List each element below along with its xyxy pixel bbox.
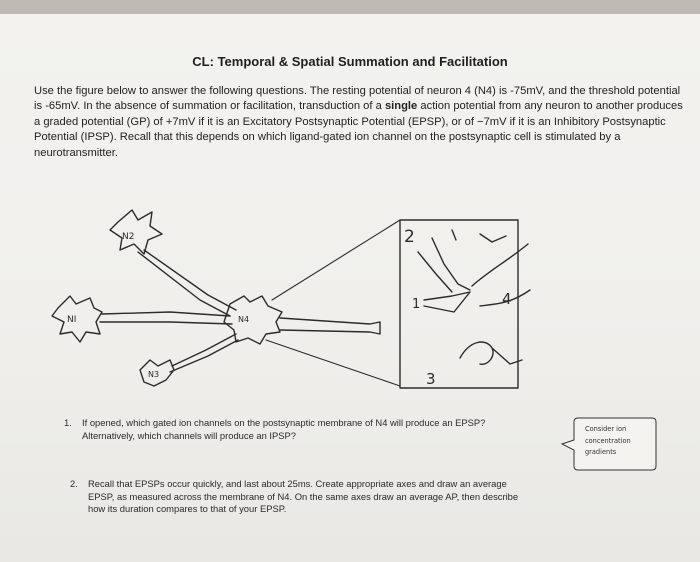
- page-title: CL: Temporal & Spatial Summation and Facilitation: [192, 54, 508, 69]
- inset-label-1: 1: [412, 297, 421, 312]
- hint-callout-text: [585, 424, 647, 459]
- neuron-n4-soma: [224, 296, 282, 344]
- question-2-text: Recall that EPSPs occur quickly, and last about 25ms. Create appropriate axes and draw an average EPSP, as measured across the membrane of N4. On the same axes draw an average AP, then describe how its duration compares to that of your EPSP.: [88, 478, 519, 514]
- inset-branch: [452, 230, 506, 242]
- question-1-number: 1.: [64, 417, 72, 428]
- inset-terminal-1: [424, 292, 470, 312]
- hint-line-1: Consider ion: [585, 425, 627, 433]
- question-2: [70, 478, 528, 516]
- question-1-text: If opened, which gated ion channels on the postsynaptic membrane of N4 will produce an EPSP? Alternatively, which channels will produce an IPSP?: [82, 417, 486, 441]
- label-n4: N4: [238, 315, 250, 324]
- zoom-line-bottom: [266, 340, 400, 386]
- inset-label-3: 3: [426, 370, 436, 388]
- neuron-n3-axon: [170, 334, 238, 372]
- question-2-number: 2.: [70, 478, 78, 489]
- inset-label-2: 2: [404, 227, 415, 247]
- label-n1: NI: [67, 315, 77, 325]
- neuron-n1-axon: [100, 312, 232, 324]
- intro-bold-word: single: [384, 100, 418, 113]
- neuron-n2-soma: [110, 210, 162, 254]
- inset-n4-membrane: [472, 244, 530, 306]
- neuron-n1-soma: [52, 296, 102, 342]
- neuron-diagram: [40, 200, 560, 400]
- inset-terminal-2: [418, 238, 470, 292]
- intro-text-part2: action potential from any neuron to another produces a graded potential (GP) of +7mV if it is an Excitatory Postsynaptic Potential (EPSP), or of −7mV if it is an Inhibitory Postsynaptic Potential (IPSP). Recall that this depends on which ligand-gated ion channel on the postsynaptic cell is stimulated by a neurotransmitter.: [34, 100, 683, 159]
- inset-terminal-3: [460, 342, 522, 364]
- label-n2: N2: [122, 232, 135, 242]
- label-n3: N3: [148, 370, 160, 379]
- neuron-n2-axon: [138, 250, 236, 316]
- neuron-n4-axon: [280, 318, 380, 334]
- hint-line-2: concentration: [585, 436, 631, 445]
- zoom-line-top: [272, 220, 400, 300]
- hint-line-3: gradients: [585, 448, 617, 456]
- question-1: [64, 417, 537, 442]
- intro-paragraph: [34, 84, 684, 161]
- inset-label-4: 4: [502, 290, 512, 308]
- intro-text-part1: Use the figure below to answer the following questions. The resting potential of neuron 4 (N4) is -75mV, and the threshold potential is -65mV. In the absence of summation or facilitation, transduction of a: [34, 85, 681, 113]
